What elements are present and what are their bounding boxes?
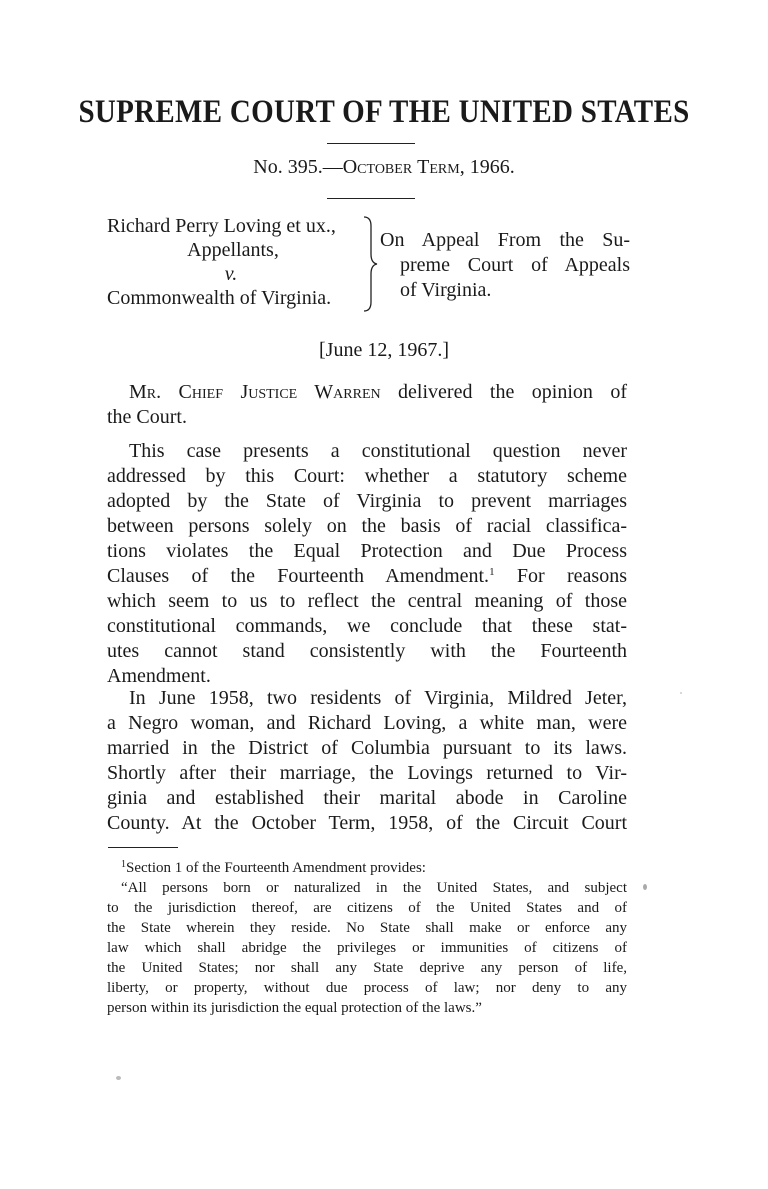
appeal-line-3: of Virginia. <box>400 279 492 301</box>
footnote-line: person within its jurisdiction the equal protection of the laws.” <box>107 1000 482 1016</box>
text-line: married in the District of Columbia pursuant to its laws. <box>107 737 627 759</box>
footnote-line: law which shall abridge the privileges or immunities of citizens of <box>107 940 627 956</box>
opinion-paragraph-2 <box>107 439 627 689</box>
text-line: This case presents a constitutional question never <box>129 440 627 462</box>
title-rule <box>327 143 415 144</box>
text-line: the Court. <box>107 406 187 428</box>
footnote-rule <box>108 847 178 848</box>
court-title: SUPREME COURT OF THE UNITED STATES <box>78 94 690 130</box>
footnote-line: to the jurisdiction thereof, are citizens of the United States and of <box>107 900 627 916</box>
case-parties <box>107 214 369 310</box>
term-year: , 1966. <box>459 156 515 178</box>
appellant-names: Richard Perry Loving et ux., <box>107 215 336 237</box>
footnote-line: the United States; nor shall any State deprive any person of life, <box>107 960 627 976</box>
text-line: County. At the October Term, 1958, of the Circuit Court <box>107 812 627 834</box>
docket-number: No. 395.— <box>253 156 343 178</box>
text-line: a Negro woman, and Richard Loving, a white man, were <box>107 712 627 734</box>
footnote-heading: $^1$Section 1 of the Fourteenth Amendment provides: <box>121 859 426 876</box>
text-line: Amendment. <box>107 665 211 687</box>
text-line: Mr. Chief Justice Warren delivered the opinion of <box>129 381 627 403</box>
footnote-line: liberty, or property, without due process of law; nor deny to any <box>107 980 627 996</box>
appellant-role: Appellants, <box>187 239 279 261</box>
footnote-reference[interactable]: 1 <box>489 566 495 578</box>
footnote <box>107 858 627 1018</box>
caption-brace <box>362 214 378 314</box>
decision-date: [June 12, 1967.] <box>319 339 449 361</box>
opinion-paragraph-3 <box>107 686 627 836</box>
opinion-author: Mr. Chief Justice Warren <box>129 381 381 403</box>
text-line: utes cannot stand consistently with the Fourteenth <box>107 640 627 662</box>
scan-speck <box>680 692 682 694</box>
footnote-line: the State wherein they reside. No State shall make or enforce any <box>107 920 627 936</box>
text-line: ginia and established their marital abode in Caroline <box>107 787 627 809</box>
term-word-1: October <box>342 156 413 178</box>
text-line: which seem to us to reflect the central meaning of those <box>107 590 627 612</box>
docket-line <box>0 156 768 179</box>
appellee-name: Commonwealth of Virginia. <box>107 287 332 309</box>
appeal-description <box>380 228 630 303</box>
text-line: Shortly after their marriage, the Lovings returned to Vir- <box>107 762 627 784</box>
text-line: between persons solely on the basis of racial classifica- <box>107 515 627 537</box>
footnote-marker: 1 <box>121 859 126 870</box>
opinion-paragraph-1 <box>107 380 627 430</box>
text-line: tions violates the Equal Protection and Due Process <box>107 540 627 562</box>
text-line: In June 1958, two residents of Virginia, Mildred Jeter, <box>129 687 627 709</box>
text-line: constitutional commands, we conclude that these stat- <box>107 615 627 637</box>
text-line: addressed by this Court: whether a statutory scheme <box>107 465 627 487</box>
scan-speck <box>643 884 647 890</box>
versus-label: v. <box>224 263 238 285</box>
term-word-2: Term <box>417 156 460 178</box>
text-line: Clauses of the Fourteenth Amendment.$^1$ For reasons <box>107 565 627 587</box>
scan-speck <box>116 1076 121 1080</box>
docket-rule <box>327 198 415 199</box>
appeal-line-1: On Appeal From the Su- <box>380 229 630 251</box>
appeal-line-2: preme Court of Appeals <box>400 254 630 276</box>
text-line: adopted by the State of Virginia to prevent marriages <box>107 490 627 512</box>
footnote-line: “All persons born or naturalized in the United States, and subject <box>121 880 627 896</box>
